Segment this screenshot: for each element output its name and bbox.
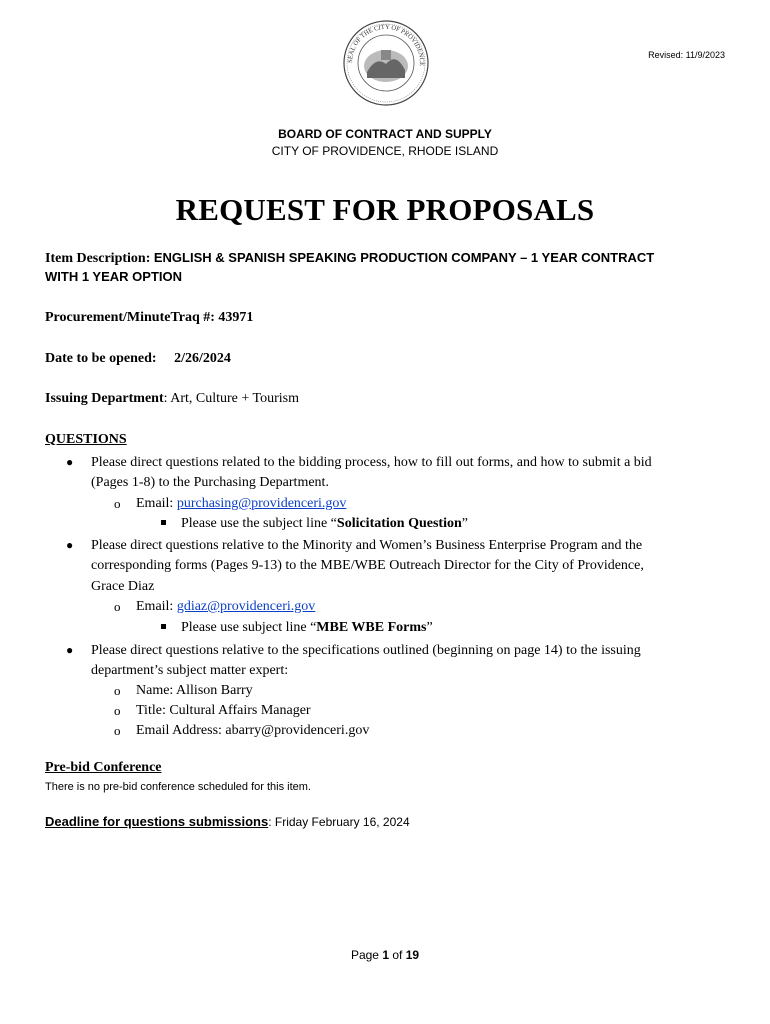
deadline-label: Deadline for questions submissions [45,814,269,829]
square-bullet-icon [161,520,166,525]
questions-heading: QUESTIONS [45,432,127,447]
email-label: Email: [136,599,177,614]
mbe-email-link[interactable]: gdiaz@providenceri.gov [176,599,316,614]
page-number [0,948,770,962]
text-line: Please direct questions relative to the Minority and Women’s Business Enterprise Program and the [91,538,643,553]
purchasing-email-line [136,494,346,514]
city-seal-logo [343,20,429,106]
prebid-heading: Pre-bid Conference [45,760,162,775]
contact-title: Title: Cultural Affairs Manager [136,703,311,718]
subject-value: Solicitation Question [336,516,462,531]
date-opened-label: Date to be opened: [45,351,157,366]
mbe-email-line [136,597,315,617]
text-line: Grace Diaz [91,578,155,594]
deadline-value: : Friday February 16, 2024 [268,815,410,829]
subject-value: MBE WBE Forms [316,620,427,635]
subject-prefix: Please use the subject line “ [181,516,337,531]
text-line: Please direct questions relative to the specifications outlined (beginning on page 14) to the issuing [91,643,641,658]
city-name: CITY OF PROVIDENCE, RHODE ISLAND [271,144,499,158]
bullet-icon: ● [66,455,74,469]
bullet-icon: ● [66,538,74,552]
contact-email: Email Address: abarry@providenceri.gov [136,723,370,738]
purchasing-subject-line [181,514,468,534]
item-description-value: ENGLISH & SPANISH SPEAKING PRODUCTION COMPANY – 1 YEAR CONTRACT [153,250,655,265]
text-line: Please direct questions related to the bidding process, how to fill out forms, and how to submit a bid [91,455,652,470]
date-opened-value: 2/26/2024 [174,351,231,366]
revised-date: Revised: 11/9/2023 [648,50,725,60]
text-line: corresponding forms (Pages 9-13) to the MBE/WBE Outreach Director for the City of Providence, [91,558,644,574]
page-of: of [389,948,406,962]
square-bullet-icon [161,624,166,629]
item-description [45,250,654,267]
issuing-department-label: Issuing Department [45,391,164,406]
date-opened [45,351,231,367]
purchasing-email-link[interactable]: purchasing@providenceri.gov [176,496,347,511]
item-description-label: Item Description: [45,251,151,266]
contact-name: Name: Allison Barry [136,683,253,698]
page-total: 19 [405,948,420,962]
page-current: 1 [382,948,389,962]
board-name: BOARD OF CONTRACT AND SUPPLY [278,127,492,141]
subject-prefix: Please use subject line “ [181,620,317,635]
text-line: (Pages 1-8) to the Purchasing Department. [91,475,329,491]
mbe-subject-line [181,618,433,638]
page-prefix: Page [350,948,383,962]
subject-suffix: ” [461,516,468,531]
circle-bullet-icon: o [114,496,121,511]
procurement-number: Procurement/MinuteTraq #: 43971 [45,310,254,325]
seal-text: SEAL OF THE CITY OF PROVIDENCE [346,23,426,67]
issuing-department [45,391,299,407]
question-item-purchasing [91,453,652,494]
issuing-department-value: : Art, Culture + Tourism [163,391,300,406]
circle-bullet-icon: o [114,703,121,718]
circle-bullet-icon: o [114,723,121,738]
item-description-value-cont: WITH 1 YEAR OPTION [45,269,182,284]
prebid-text: There is no pre-bid conference scheduled for this item. [45,781,311,793]
email-label: Email: [136,496,177,511]
page-title: REQUEST FOR PROPOSALS [175,192,595,227]
deadline-line [45,814,410,829]
circle-bullet-icon: o [114,599,121,614]
question-item-mbe-wbe [91,536,644,597]
text-line: department’s subject matter expert: [91,663,289,679]
subject-suffix: ” [426,620,433,635]
circle-bullet-icon: o [114,683,121,698]
question-item-specifications [91,641,641,682]
bullet-icon: ● [66,643,74,657]
